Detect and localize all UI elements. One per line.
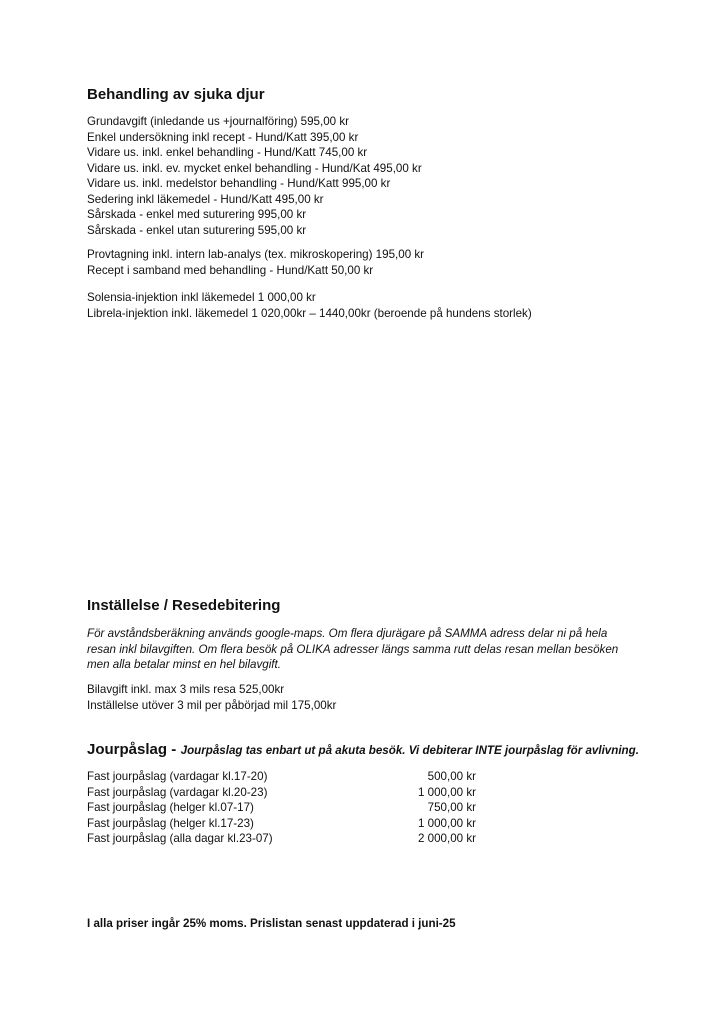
- note-line: resan inkl bilavgiften. Om flera besök på OLIKA adresser längs samma rutt delas resan mellan besöken: [87, 642, 619, 656]
- price-line: Recept i samband med behandling - Hund/Katt 50,00 kr: [87, 263, 374, 277]
- price-line: Sedering inkl läkemedel - Hund/Katt 495,00 kr: [87, 192, 324, 206]
- price-line: Vidare us. inkl. enkel behandling - Hund/Katt 745,00 kr: [87, 146, 368, 159]
- travel-heading: Inställelse / Resedebitering: [87, 597, 281, 614]
- oncall-label: Fast jourpåslag (vardagar kl.17-20): [87, 770, 268, 783]
- oncall-table: [87, 769, 476, 847]
- price-line: Sårskada - enkel utan suturering 595,00 kr: [87, 223, 307, 237]
- price-line: Vidare us. inkl. medelstor behandling - Hund/Katt 995,00 kr: [87, 177, 391, 190]
- oncall-price: 500,00 kr: [427, 770, 476, 783]
- oncall-price: 1 000,00 kr: [417, 816, 476, 830]
- oncall-price: 750,00 kr: [427, 801, 476, 814]
- oncall-heading: Jourpåslag -: [87, 741, 177, 758]
- price-line: Bilavgift inkl. max 3 mils resa 525,00kr: [87, 683, 285, 696]
- treatment-heading: Behandling av sjuka djur: [87, 86, 265, 103]
- oncall-price: 2 000,00 kr: [417, 832, 476, 845]
- price-line: Sårskada - enkel med suturering 995,00 kr: [87, 208, 307, 221]
- treatment-group-2: [87, 247, 424, 278]
- oncall-label: Fast jourpåslag (helger kl.07-17): [87, 801, 254, 814]
- price-line: Librela-injektion inkl. läkemedel 1 020,00kr – 1440,00kr (beroende på hundens storlek): [87, 306, 532, 320]
- table-row: [87, 769, 476, 785]
- oncall-label: Fast jourpåslag (vardagar kl.20-23): [87, 785, 268, 799]
- price-line: Vidare us. inkl. ev. mycket enkel behandling - Hund/Kat 495,00 kr: [87, 161, 422, 175]
- table-row: [87, 816, 476, 832]
- table-row: [87, 831, 476, 847]
- table-row: [87, 800, 476, 816]
- vat-footer-note: I alla priser ingår 25% moms. Prislistan senast uppdaterad i juni-25: [87, 917, 456, 930]
- price-line: Inställelse utöver 3 mil per påbörjad mil 175,00kr: [87, 698, 337, 712]
- price-line: Enkel undersökning inkl recept - Hund/Katt 395,00 kr: [87, 130, 359, 144]
- price-line: Grundavgift (inledande us +journalföring) 595,00 kr: [87, 115, 349, 128]
- treatment-group-1: [87, 114, 422, 238]
- table-row: [87, 785, 476, 801]
- oncall-label: Fast jourpåslag (helger kl.17-23): [87, 816, 254, 830]
- oncall-label: Fast jourpåslag (alla dagar kl.23-07): [87, 832, 273, 845]
- price-line: Solensia-injektion inkl läkemedel 1 000,00 kr: [87, 291, 316, 304]
- travel-note: [87, 626, 618, 673]
- price-line: Provtagning inkl. intern lab-analys (tex. mikroskopering) 195,00 kr: [87, 248, 425, 261]
- note-line: För avståndsberäkning används google-maps. Om flera djurägare på SAMMA adress delar ni på hela: [87, 627, 608, 640]
- oncall-heading-row: [87, 741, 639, 759]
- treatment-group-3: [87, 290, 532, 321]
- travel-items: [87, 682, 336, 713]
- oncall-note: Jourpåslag tas enbart ut på akuta besök. Vi debiterar INTE jourpåslag för avlivning.: [180, 744, 639, 757]
- note-line: men alla betalar minst en hel bilavgift.: [87, 658, 281, 671]
- oncall-price: 1 000,00 kr: [417, 785, 476, 799]
